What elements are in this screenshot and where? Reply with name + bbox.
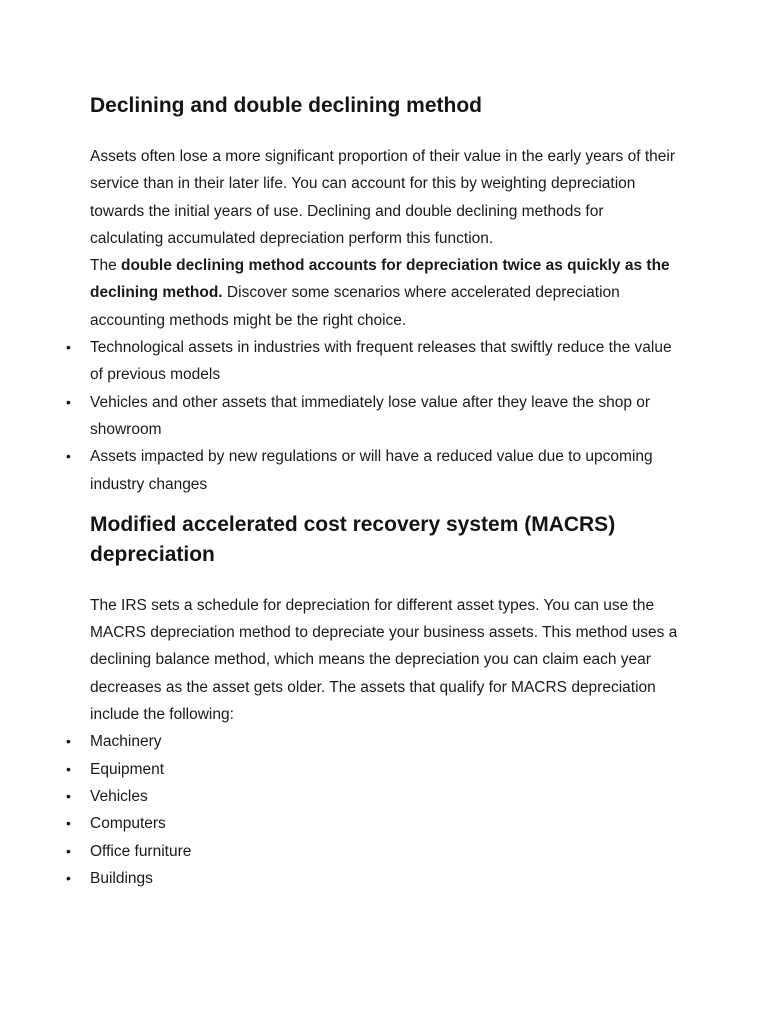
list-item-text: Technological assets in industries with frequent releases that swiftly reduce the value of previous models <box>90 339 672 384</box>
scenario-list <box>66 334 680 498</box>
bullet-icon: • <box>66 787 71 804</box>
bullet-icon: • <box>66 760 71 777</box>
list-item <box>66 443 680 498</box>
list-item-text: Equipment <box>90 760 165 778</box>
intro-paragraph: Assets often lose a more significant proportion of their value in the early years of their service than in their later life. You can account for this by weighting depreciation towards the initial years of use. Declining and double declining methods for calculating accumulated depreciation perform this function. <box>90 148 675 247</box>
list-item-text: Buildings <box>90 869 153 887</box>
paragraph-suffix: Discover some scenarios where accelerated depreciation accounting methods might be the right choice. <box>90 284 620 329</box>
double-declining-paragraph <box>90 252 680 334</box>
section-heading-macrs: Modified accelerated cost recovery system (MACRS) depreciation <box>90 512 616 566</box>
macrs-paragraph: The IRS sets a schedule for depreciation for different asset types. You can use the MACRS depreciation method to depreciate your business assets. This method uses a declining balance method, which means the depreciation you can claim each year decreases as the asset gets older. The assets that qualify for MACRS depreciation include the following: <box>90 596 678 724</box>
list-item <box>66 756 680 783</box>
list-item <box>66 838 680 865</box>
list-item-text: Computers <box>90 815 166 833</box>
bullet-icon: • <box>66 393 71 410</box>
list-item-text: Vehicles <box>90 787 148 805</box>
list-item <box>66 334 680 389</box>
list-item <box>66 728 680 755</box>
list-item-text: Vehicles and other assets that immediately lose value after they leave the shop or showroom <box>90 393 651 438</box>
asset-list <box>66 728 680 892</box>
bullet-icon: • <box>66 339 71 356</box>
bullet-icon: • <box>66 733 71 750</box>
bullet-icon: • <box>66 869 71 886</box>
list-item <box>66 389 680 444</box>
list-item-text: Assets impacted by new regulations or will have a reduced value due to upcoming industry changes <box>90 448 653 493</box>
section-heading-declining: Declining and double declining method <box>90 94 483 117</box>
bullet-icon: • <box>66 842 71 859</box>
bold-statement: double declining method accounts for depreciation twice as quickly as the declining method. <box>90 257 670 302</box>
list-item <box>66 810 680 837</box>
paragraph-prefix: The <box>90 257 122 275</box>
document-body <box>66 91 680 892</box>
bullet-icon: • <box>66 815 71 832</box>
list-item <box>66 865 680 892</box>
bullet-icon: • <box>66 448 71 465</box>
list-item-text: Machinery <box>90 733 162 751</box>
list-item-text: Office furniture <box>90 842 192 860</box>
list-item <box>66 783 680 810</box>
